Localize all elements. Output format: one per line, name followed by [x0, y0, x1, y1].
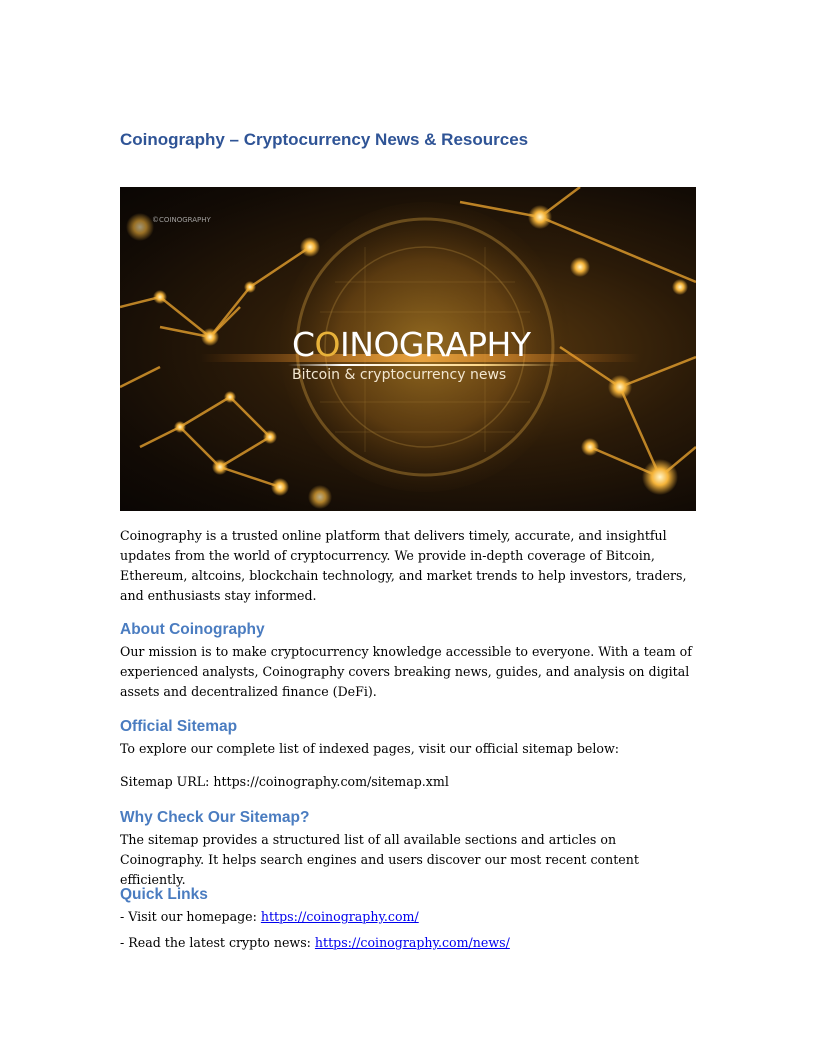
document-page	[120, 128, 696, 950]
hero-banner-image	[120, 187, 696, 511]
sitemap-section	[120, 715, 696, 792]
why-paragraph: The sitemap provides a structured list of all available sections and articles on Coinography. It helps search engines and users discover our most recent content efficiently.	[120, 832, 639, 887]
quick-link-item: - Read the latest crypto news: https://coinography.com/news/	[120, 935, 510, 950]
intro-section	[120, 526, 696, 606]
coinography-logo: COINOGRAPHY	[292, 325, 531, 364]
page-title: Coinography – Cryptocurrency News & Resources	[120, 130, 529, 149]
hero-tagline: Bitcoin & cryptocurrency news	[292, 367, 507, 383]
hero-watermark: ©COINOGRAPHY	[152, 216, 211, 224]
why-section	[120, 806, 696, 890]
quick-links-heading: Quick Links	[120, 886, 208, 903]
news-link[interactable]: https://coinography.com/news/	[314, 935, 510, 950]
about-paragraph: Our mission is to make cryptocurrency knowledge accessible to everyone. With a team of experienced analysts, Coinography covers breaking news, guides, and analysis on digital assets and decentralized finance (DeFi).	[120, 644, 692, 699]
about-section	[120, 618, 696, 702]
about-heading: About Coinography	[120, 621, 265, 638]
intro-paragraph: Coinography is a trusted online platform that delivers timely, accurate, and insightful updates from the world of cryptocurrency. We provide in-depth coverage of Bitcoin, Ethereum, altcoins, blockchain technology, and market trends to help investors, traders, and enthusiasts stay informed.	[120, 528, 687, 603]
logo-underline	[288, 364, 560, 366]
sitemap-paragraph: To explore our complete list of indexed pages, visit our official sitemap below:	[120, 741, 619, 756]
homepage-link[interactable]: https://coinography.com/	[260, 909, 419, 924]
why-heading: Why Check Our Sitemap?	[120, 809, 310, 826]
quick-link-item: - Visit our homepage: https://coinography.com/	[120, 909, 419, 924]
quick-links-section	[120, 883, 696, 953]
sitemap-url-line: Sitemap URL: https://coinography.com/sitemap.xml	[120, 774, 449, 789]
sitemap-heading: Official Sitemap	[120, 718, 238, 735]
